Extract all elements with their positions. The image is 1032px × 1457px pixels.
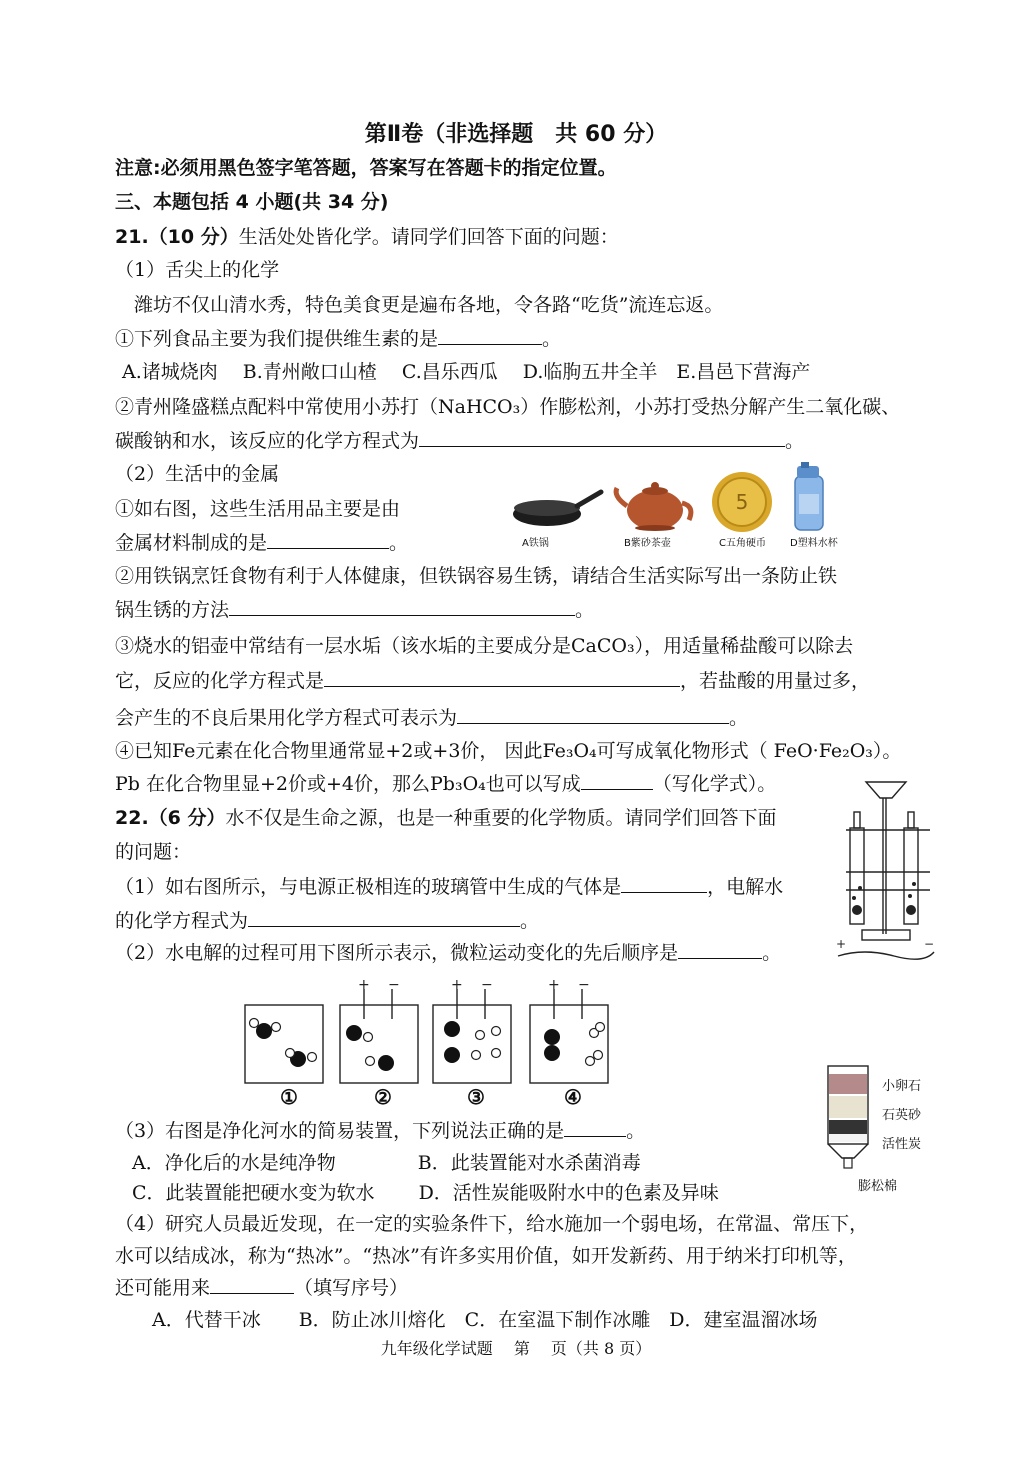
- power-plus-sign: +: [836, 937, 847, 951]
- item-caption-d: D塑料水杯: [790, 538, 838, 549]
- q21-sub2-q4-line1: ④已知Fe元素在化合物里通常显+2或+3价， 因此Fe₃O₄可写成氧化物形式（ FeO·Fe₂O₃）。: [115, 740, 902, 762]
- q22-sub2-line: （2）水电解的过程可用下图所示表示，微粒运动变化的先后顺序是 。: [115, 942, 782, 964]
- q21-sub2-q3-line2: [115, 668, 870, 694]
- answer-blank[interactable]: [267, 530, 389, 549]
- q21-sub1-q1: ①下列食品主要为我们提供维生素的是 。: [115, 328, 562, 350]
- q22-sub1-text-c: 的化学方程式为: [115, 910, 249, 932]
- box-label-3: ③: [467, 1085, 485, 1109]
- q22-sub2-text: （2）水电解的过程可用下图所示表示，微粒运动变化的先后顺序是: [115, 942, 679, 964]
- q21-sub1-q1-options: A.诸城烧肉 B.青州敞口山楂 C.昌乐西瓜 D.临朐五井全羊 E.昌邑下营海产: [122, 361, 811, 383]
- teapot-image: [616, 482, 691, 531]
- q22-sub1-line1: [115, 874, 783, 900]
- q21-sub2-q3-line3: 会产生的不良后果用化学方程式可表示为 。: [115, 707, 749, 729]
- section-title: 第Ⅱ卷（非选择题 共 60 分）: [364, 122, 668, 147]
- q21-sub2-q1-line1: ①如右图，这些生活用品主要是由: [115, 498, 401, 520]
- q22-sub3-text: （3）右图是净化河水的简易装置，下列说法正确的是: [115, 1120, 565, 1142]
- particle-diagram: [240, 975, 620, 1087]
- q21-sub2-q3-text-b: ，若盐酸的用量过多，: [680, 670, 871, 692]
- item-caption-b: B紫砂茶壶: [624, 538, 671, 549]
- q21-sub1-q1-text: ①下列食品主要为我们提供维生素的是: [115, 328, 439, 350]
- q21-sub2-q3-text-c: 会产生的不良后果用化学方程式可表示为: [115, 707, 458, 729]
- item-caption-a: A铁锅: [522, 538, 549, 549]
- q21-intro: 生活处处皆化学。请同学们回答下面的问题：: [238, 226, 619, 248]
- item-caption-c: C五角硬币: [719, 538, 766, 549]
- wok-image: [513, 492, 601, 526]
- q22-sub1-text-a: （1）如右图所示，与电源正极相连的玻璃管中生成的气体是: [115, 876, 622, 898]
- q21-sub2-q3-line1: ③烧水的铝壶中常结有一层水垢（该水垢的主要成分是CaCO₃），用适量稀盐酸可以除去: [115, 635, 854, 657]
- answer-blank[interactable]: [210, 1275, 294, 1294]
- q22-sub4-options: A．代替干冰 B．防止冰川熔化 C．在室温下制作冰雕 D．建室温溜冰场: [152, 1309, 818, 1331]
- svg-text:5: 5: [735, 490, 749, 514]
- answer-blank[interactable]: [438, 326, 542, 345]
- q21-header: 21.（10 分）: [115, 226, 239, 248]
- answer-blank[interactable]: [581, 771, 653, 790]
- q21-sub2-q4-text-b: （写化学式）。: [652, 773, 777, 795]
- electrode-plus-2: +: [358, 977, 370, 993]
- electrolysis-apparatus-figure: [834, 772, 938, 964]
- q21-sub2-q1-line2: 金属材料制成的是 。: [115, 532, 409, 554]
- page-footer: 九年级化学试题 第 页（共 8 页）: [380, 1339, 652, 1358]
- electrode-plus-4: +: [548, 977, 560, 993]
- q21-sub2-q2-line2: 锅生锈的方法 。: [115, 599, 595, 621]
- answer-blank[interactable]: [457, 705, 729, 724]
- q21-sub2-q3-text-a: 它，反应的化学方程式是: [115, 670, 325, 692]
- q21-sub2-q4-text-a: Pb 在化合物里显+2价或+4价，那么Pb₃O₄也可以写成: [115, 773, 581, 795]
- notice: 注意:必须用黑色签字笔答题，答案写在答题卡的指定位置。: [115, 157, 617, 179]
- power-minus-sign: −: [924, 937, 935, 951]
- electrode-minus-2: −: [388, 977, 400, 993]
- q22-sub4-text-b: （填写序号）: [294, 1277, 409, 1299]
- q21-line: [115, 224, 619, 250]
- q21-sub1-q2-text: 碳酸钠和水，该反应的化学方程式为: [115, 430, 420, 452]
- electrode-plus-3: +: [451, 977, 463, 993]
- q21-sub1-q2-line2: 碳酸钠和水，该反应的化学方程式为 。: [115, 430, 805, 452]
- filter-label-quartz-sand: 石英砂: [882, 1108, 922, 1123]
- answer-blank[interactable]: [248, 908, 520, 927]
- box-label-1: ①: [280, 1085, 298, 1109]
- answer-blank[interactable]: [419, 428, 785, 447]
- q22-sub1-line2: 的化学方程式为 。: [115, 910, 540, 932]
- box-label-4: ④: [564, 1085, 582, 1109]
- answer-blank[interactable]: [564, 1118, 626, 1137]
- q21-sub2-q2-text: 锅生锈的方法: [115, 599, 230, 621]
- filter-label-pebbles: 小卵石: [882, 1079, 922, 1094]
- q22-sub3-line: （3）右图是净化河水的简易装置，下列说法正确的是 。: [115, 1120, 646, 1142]
- answer-blank[interactable]: [229, 597, 575, 616]
- q21-sub2-q4-line2: [115, 771, 776, 797]
- answer-blank[interactable]: [678, 940, 762, 959]
- q22-sub4-line3: [115, 1275, 408, 1301]
- q22-header: 22.（6 分）: [115, 807, 226, 829]
- q21-sub1-title: （1）舌尖上的化学: [115, 259, 280, 281]
- q22-sub1-text-b: ，电解水: [707, 876, 784, 898]
- q22-line: [115, 805, 777, 831]
- plastic-cup-image: [795, 462, 823, 530]
- electrode-minus-4: −: [578, 977, 590, 993]
- q22-sub4-line1: （4）研究人员最近发现，在一定的实验条件下，给水施加一个弱电场，在常温、常压下，: [115, 1213, 869, 1235]
- q21-sub1-q2-line1: ②青州隆盛糕点配料中常使用小苏打（NaHCO₃）作膨松剂，小苏打受热分解产生二氧化碳、: [115, 396, 901, 418]
- q22-sub4-line2: 水可以结成冰，称为“热冰”。“热冰”有许多实用价值，如开发新药、用于纳米打印机等，: [115, 1245, 857, 1267]
- filter-label-cotton: 膨松棉: [858, 1179, 898, 1194]
- part-heading: 三、本题包括 4 小题(共 34 分): [115, 191, 389, 213]
- q21-sub2-q2-line1: ②用铁锅烹饪食物有利于人体健康，但铁锅容易生锈，请结合生活实际写出一条防止铁: [115, 565, 838, 587]
- q21-sub2-title: （2）生活中的金属: [115, 463, 280, 485]
- q21-sub1-text: 潍坊不仅山清水秀，特色美食更是遍布各地，令各路“吃货”流连忘返。: [134, 294, 724, 316]
- answer-blank[interactable]: [621, 874, 707, 893]
- electrode-minus-3: −: [481, 977, 493, 993]
- coin-image: [712, 472, 772, 532]
- q22-sub3-options-2: C．此装置能把硬水变为软水 D．活性炭能吸附水中的色素及异味: [132, 1182, 719, 1204]
- q22-sub4-text-a: 还可能用来: [115, 1277, 211, 1299]
- q22-intro-line1: 水不仅是生命之源，也是一种重要的化学物质。请同学们回答下面: [225, 807, 777, 829]
- q22-intro-line2: 的问题：: [115, 841, 192, 863]
- box-label-2: ②: [374, 1085, 392, 1109]
- water-filter-figure: [820, 1054, 876, 1174]
- q22-sub3-options-1: A．净化后的水是纯净物 B．此装置能对水杀菌消毒: [132, 1152, 641, 1174]
- answer-blank[interactable]: [324, 668, 680, 687]
- filter-label-activated-carbon: 活性炭: [882, 1137, 922, 1152]
- q21-sub2-q1-text: 金属材料制成的是: [115, 532, 268, 554]
